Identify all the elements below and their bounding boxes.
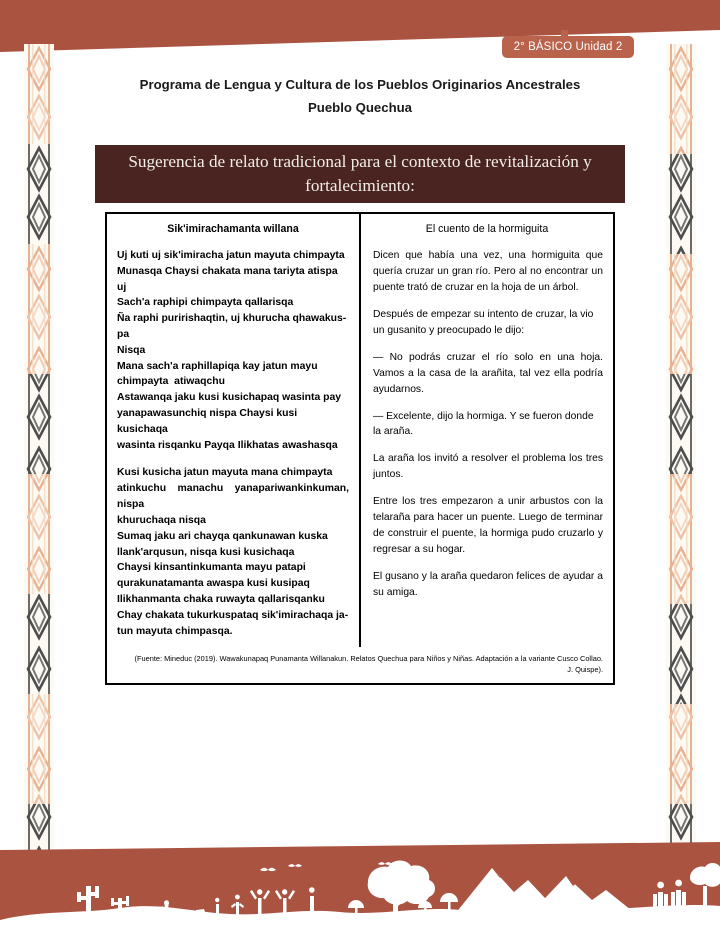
story-columns <box>107 214 613 648</box>
quechua-block <box>117 248 349 454</box>
quechua-line: wasinta risqanku Payqa Ilikhatas awashasqa <box>117 439 338 451</box>
spanish-column <box>361 214 613 648</box>
quechua-column-header: Sik'imirachamanta willana <box>167 222 299 235</box>
spanish-paragraph: Entre los tres empezaron a unir arbustos con la telaraña para hacer un puente. Luego de terminar de construir el puente, la hormiga pudo cruzarlo y regresar a su hogar. <box>373 496 603 556</box>
section-title-banner: Sugerencia de relato tradicional para el contexto de revitalización y fortalecimiento: <box>95 145 625 202</box>
quechua-line: Kusi kusicha jatun mayuta mana chimpayta <box>117 467 333 479</box>
quechua-line: Astawanqa jaku kusi kusichapaq wasinta pay <box>117 392 342 404</box>
quechua-line: Sumaq jaku ari chayqa qankunawan kuska <box>117 530 328 542</box>
bottom-landscape-illustration <box>0 842 720 932</box>
story-table <box>105 212 615 685</box>
spanish-paragraph: La araña los invitó a resolver el problema los tres juntos. <box>373 453 603 481</box>
quechua-line: Munasqa Chaysi chakata mana tariyta atispa uj <box>117 265 341 293</box>
quechua-line: yanapawasunchiq nispa Chaysi kusi kusichaqa <box>117 408 301 435</box>
spanish-body <box>369 248 605 601</box>
spanish-paragraph: — No podrás cruzar el río solo en una hoja. Vamos a la casa de la arañita, tal vez ella podría ayudarnos. <box>373 351 603 395</box>
program-header-line1: Programa de Lengua y Cultura de los Pueblos Originarios Ancestrales <box>139 77 581 92</box>
quechua-line: nispa <box>117 499 145 511</box>
quechua-line: Chay chakata tukurkuspataq sik'imirachaqa ja- <box>117 609 349 621</box>
quechua-line: pa <box>117 328 130 340</box>
quechua-body <box>115 248 351 640</box>
spanish-paragraph: Dicen que había una vez, una hormiguita que quería cruzar un gran río. Pero al no encontrar un puente trató de cruzar en la hoja de un árbol. <box>373 249 603 293</box>
quechua-line: Ilikhanmanta chaka ruwayta qallarisqanku <box>117 593 325 605</box>
quechua-line: Mana sach'a raphillapiqa kay jatun mayu <box>117 360 318 372</box>
quechua-line: llank'arqusun, nisqa kusi kusichaqa <box>117 546 295 558</box>
spanish-paragraph: Después de empezar su intento de cruzar, la vio un gusanito y preocupado le dijo: <box>373 308 594 336</box>
quechua-column <box>107 214 361 648</box>
quechua-line: chimpayta atiwaqchu <box>117 376 225 388</box>
program-header-line2: Pueblo Quechua <box>307 99 413 115</box>
quechua-line: qurakunatamanta awaspa kusi kusipaq <box>117 578 310 590</box>
quechua-line: Uj kuti uj sik'imiracha jatun mayuta chimpayta <box>117 249 345 261</box>
spanish-column-header: El cuento de la hormiguita <box>425 222 549 235</box>
quechua-line: Sach'a raphipi chimpayta qallarisqa <box>117 297 294 309</box>
quechua-line: khuruchaqa nisqa <box>117 514 206 526</box>
source-citation: (Fuente: Mineduc (2019). Wawakunapaq Punamanta Willanakun. Relatos Quechua para Niños y Niñas. Adaptación a la variante Cusco Collao. J. Quispe). <box>134 654 603 675</box>
quechua-line: atinkuchu manachu yanapariwankinkuman, <box>117 483 349 495</box>
quechua-line: Nisqa <box>117 344 146 356</box>
quechua-block <box>117 465 349 639</box>
quechua-line: tun mayuta chimpasqa. <box>117 625 233 637</box>
spanish-paragraph: — Excelente, dijo la hormiga. Y se fueron donde la araña. <box>373 410 594 438</box>
program-header <box>0 60 720 119</box>
unit-badge: 2° BÁSICO Unidad 2 <box>502 36 634 58</box>
document-content <box>0 60 720 685</box>
spanish-paragraph: El gusano y la araña quedaron felices de ayudar a su amiga. <box>373 571 603 599</box>
quechua-line: Ña raphi puririshaqtin, uj khurucha qhawakus- <box>117 313 347 325</box>
quechua-line: Chaysi kinsantinkumanta mayu patapi <box>117 562 306 574</box>
